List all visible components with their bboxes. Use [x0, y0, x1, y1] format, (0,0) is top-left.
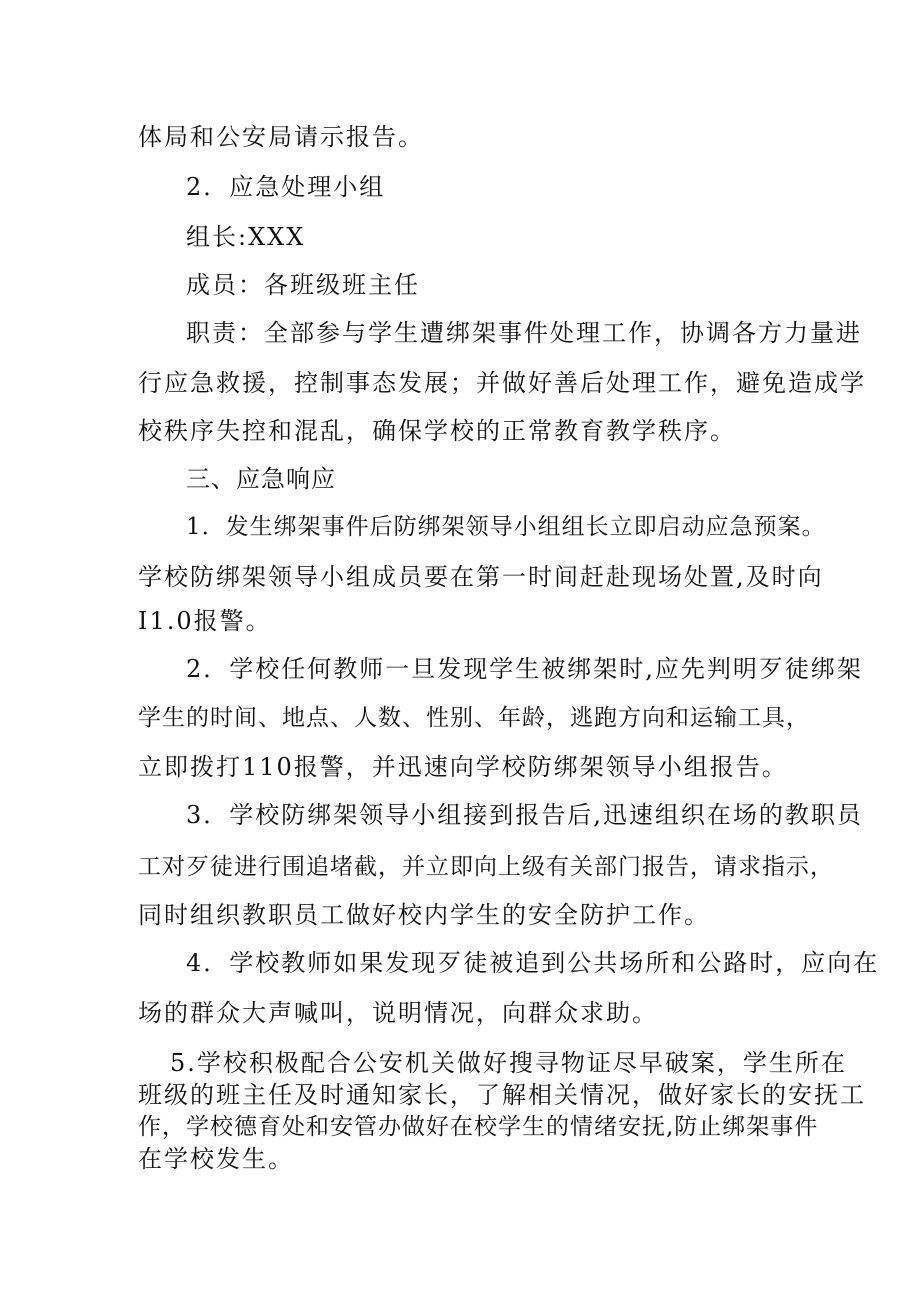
- text-line: 成员：各班级班主任: [186, 271, 420, 299]
- text-line: 学校防绑架领导小组成员要在第一时间赶赴现场处置,及时向: [138, 563, 824, 591]
- text-line: 班级的班主任及时通知家长，了解相关情况，做好家长的安抚工: [138, 1081, 866, 1109]
- text-line: 工对歹徒进行围追堵截，并立即向上级有关部门报告，请求指示，: [138, 854, 834, 880]
- text-line: 4．学校教师如果发现歹徒被追到公共场所和公路时，应向在: [186, 949, 880, 977]
- text-line: 职责：全部参与学生遭绑架事件处理工作，协调各方力量进: [186, 319, 862, 347]
- text-line: 学生的时间、地点、人数、性别、年龄，逃跑方向和运输工具，: [138, 705, 810, 731]
- text-line: 5.学校积极配合公安机关做好搜寻物证尽早破案，学生所在: [170, 1049, 847, 1077]
- section-heading: 三、应急响应: [186, 465, 336, 493]
- text-line: 行应急救援，控制事态发展；并做好善后处理工作，避免造成学: [138, 369, 866, 397]
- text-line: 2．学校任何教师一旦发现学生被绑架时,应先判明歹徒绑架: [186, 655, 863, 683]
- text-line: 组长:XXX: [186, 223, 306, 251]
- text-line: 立即拨打110报警，并迅速向学校防绑架领导小组报告。: [138, 753, 788, 781]
- text-line: 体局和公安局请示报告。: [138, 123, 424, 151]
- text-line: 作，学校德育处和安管办做好在校学生的情绪安抚,防止绑架事件: [138, 1114, 819, 1140]
- text-line: 校秩序失控和混乱，确保学校的正常教育教学秩序。: [138, 417, 736, 445]
- text-line: 同时组织教职员工做好校内学生的安全防护工作。: [138, 901, 710, 929]
- text-line: 在学校发生。: [138, 1145, 294, 1173]
- text-line: 1．发生绑架事件后防绑架领导小组组长立即启动应急预案。: [186, 514, 826, 540]
- text-line: I1.0报警。: [138, 607, 272, 635]
- section-item-heading: 2．应急处理小组: [186, 173, 386, 201]
- text-line: 场的群众大声喊叫，说明情况，向群众求助。: [138, 999, 658, 1027]
- text-line: 3．学校防绑架领导小组接到报告后,迅速组织在场的教职员: [186, 801, 863, 829]
